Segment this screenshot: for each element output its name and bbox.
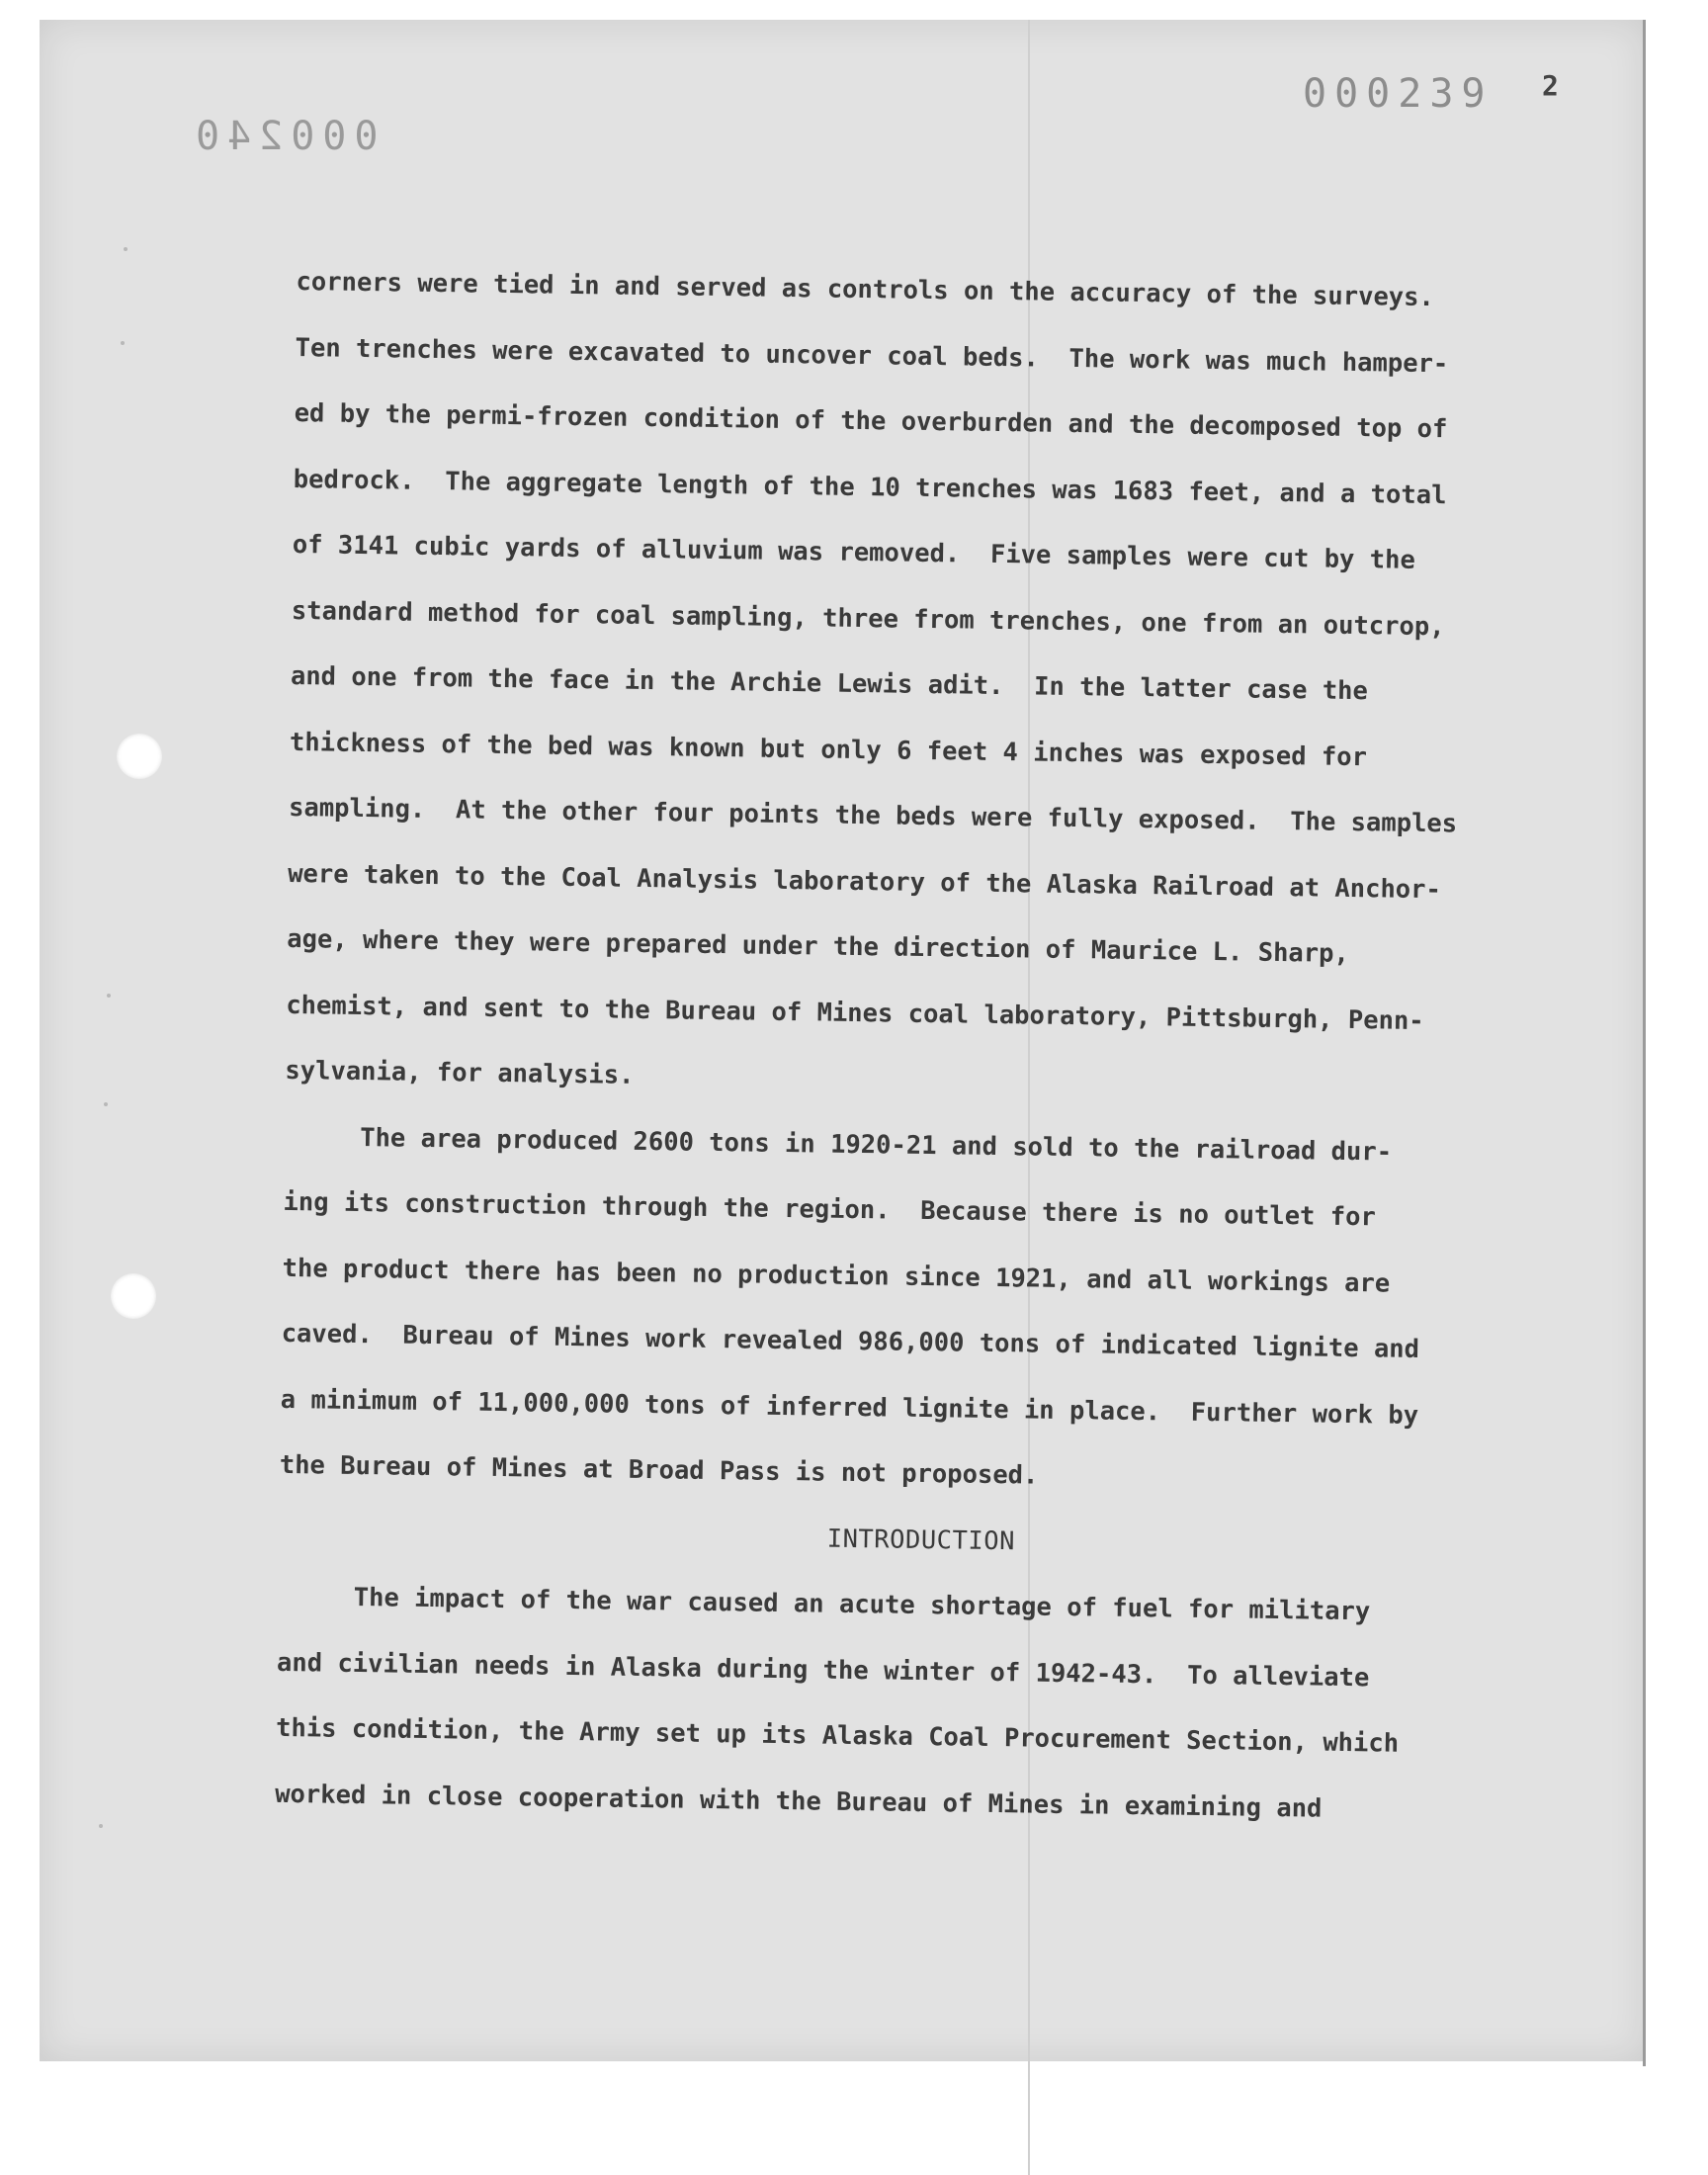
text-line: ed by the permi-frozen condition of the overburden and the decomposed top of (294, 397, 1448, 445)
bleedthrough-id-stamp: 000240 (188, 114, 379, 159)
text-line: age, where they were prepared under the direction of Maurice L. Sharp, (287, 923, 1350, 969)
text-line: of 3141 cubic yards of alluvium was removed. Five samples were cut by the (292, 529, 1416, 575)
text-line: standard method for coal sampling, three from trenches, one from an outcrop, (291, 595, 1445, 642)
text-line: sampling. At the other four points the beds were fully exposed. The samples (288, 792, 1458, 839)
section-heading: INTRODUCTION (826, 1523, 1016, 1556)
page-number: 2 (1542, 69, 1559, 102)
text-line: The area produced 2600 tons in 1920-21 and sold to the railroad dur- (284, 1121, 1393, 1168)
scan-speck (124, 247, 128, 251)
text-line: worked in close cooperation with the Bureau of Mines in examining and (274, 1779, 1323, 1824)
text-line: sylvania, for analysis. (285, 1055, 635, 1090)
text-line: the product there has been no production since 1921, and all workings are (282, 1253, 1391, 1299)
text-line: Ten trenches were excavated to uncover coal beds. The work was much hamper- (295, 332, 1449, 379)
scan-speck (121, 341, 125, 345)
text-line: the Bureau of Mines at Broad Pass is not proposed. (279, 1449, 1039, 1491)
typewritten-body (275, 249, 1581, 1845)
text-line: caved. Bureau of Mines work revealed 986,000 tons of indicated lignite and (281, 1318, 1420, 1364)
text-line: bedrock. The aggregate length of the 10 trenches was 1683 feet, and a total (293, 464, 1447, 510)
text-line: and civilian needs in Alaska during the winter of 1942-43. To alleviate (276, 1647, 1370, 1693)
text-line: thickness of the bed was known but only 6 feet 4 inches was exposed for (289, 727, 1368, 772)
text-line: The impact of the war caused an acute shortage of fuel for military (277, 1581, 1371, 1627)
text-line: ing its construction through the region. Because there is no outlet for (283, 1186, 1377, 1233)
text-line: a minimum of 11,000,000 tons of inferred lignite in place. Further work by (280, 1384, 1419, 1431)
page-edge-shadow (1643, 20, 1646, 2066)
punch-hole-lower (111, 1273, 156, 1319)
text-line: corners were tied in and served as controls on the accuracy of the surveys. (296, 266, 1435, 313)
scan-speck (104, 1102, 108, 1106)
text-line: and one from the face in the Archie Lewis adit. In the latter case the (290, 660, 1369, 707)
text-line: were taken to the Coal Analysis laboratory of the Alaska Railroad at Anchor- (287, 858, 1442, 905)
scan-speck (99, 1824, 103, 1828)
punch-hole-upper (117, 734, 162, 779)
scan-speck (107, 994, 111, 998)
document-id-stamp: 000239 (1303, 71, 1494, 117)
text-line: chemist, and sent to the Bureau of Mines coal laboratory, Pittsburgh, Penn- (286, 990, 1424, 1036)
text-line: this condition, the Army set up its Alaska Coal Procurement Section, which (275, 1712, 1400, 1759)
